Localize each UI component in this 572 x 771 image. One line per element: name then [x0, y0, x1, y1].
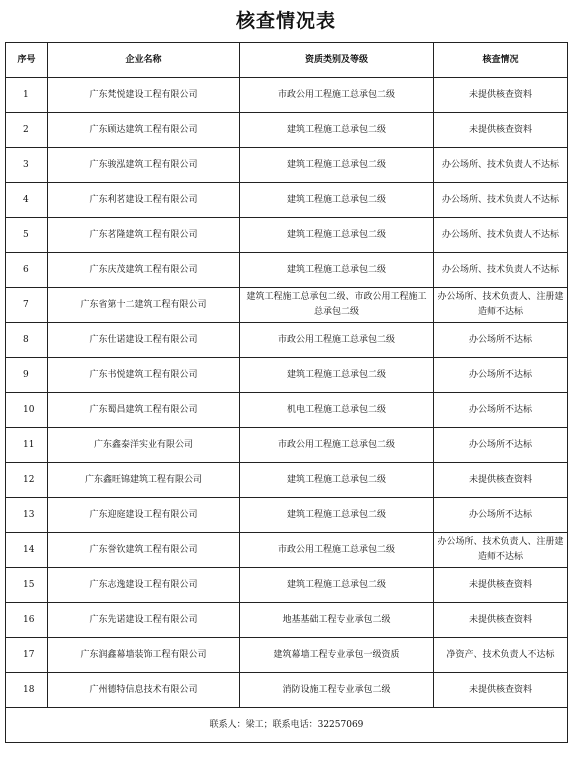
table-row: [6, 358, 568, 393]
page-title: 核查情况表: [235, 10, 336, 32]
table-row: [6, 78, 568, 113]
company-name: 广东骏泓建筑工程有限公司: [48, 148, 240, 183]
verification-result: 办公场所不达标: [434, 358, 568, 393]
qualification-level: 市政公用工程施工总承包二级: [240, 78, 434, 113]
verification-result: 未提供核查资料: [434, 568, 568, 603]
contact-info: 联系人：梁工；联系电话：32257069: [6, 708, 568, 743]
verification-result: 办公场所不达标: [434, 498, 568, 533]
verification-result: 办公场所、技术负责人不达标: [434, 253, 568, 288]
qualification-level: 建筑工程施工总承包二级: [240, 253, 434, 288]
qualification-level: 建筑工程施工总承包二级、市政公用工程施工总承包二级: [240, 288, 434, 323]
row-number: 4: [6, 183, 48, 218]
table-row: [6, 428, 568, 463]
company-name: 广东鑫旺锦建筑工程有限公司: [48, 463, 240, 498]
company-name: 广东仕诺建设工程有限公司: [48, 323, 240, 358]
qualification-level: 建筑工程施工总承包二级: [240, 498, 434, 533]
company-name: 广东蜀昌建筑工程有限公司: [48, 393, 240, 428]
qualification-level: 建筑工程施工总承包二级: [240, 183, 434, 218]
company-name: 广东利茗建设工程有限公司: [48, 183, 240, 218]
qualification-level: 市政公用工程施工总承包二级: [240, 533, 434, 568]
row-number: 3: [6, 148, 48, 183]
qualification-level: 建筑工程施工总承包二级: [240, 218, 434, 253]
company-name: 广东庆茂建筑工程有限公司: [48, 253, 240, 288]
table-row: [6, 463, 568, 498]
verification-result: 办公场所、技术负责人、注册建造师不达标: [434, 288, 568, 323]
footer-row: [6, 708, 568, 743]
table-row: [6, 183, 568, 218]
row-number: 15: [6, 568, 48, 603]
row-number: 16: [6, 603, 48, 638]
verification-result: 办公场所、技术负责人不达标: [434, 183, 568, 218]
verification-result: 未提供核查资料: [434, 463, 568, 498]
header-result: 核查情况: [434, 43, 568, 78]
row-number: 8: [6, 323, 48, 358]
header-company: 企业名称: [48, 43, 240, 78]
row-number: 6: [6, 253, 48, 288]
row-number: 9: [6, 358, 48, 393]
header-qualification: 资质类别及等级: [240, 43, 434, 78]
company-name: 广东迎庭建设工程有限公司: [48, 498, 240, 533]
verification-result: 办公场所不达标: [434, 393, 568, 428]
qualification-level: 市政公用工程施工总承包二级: [240, 428, 434, 463]
row-number: 1: [6, 78, 48, 113]
qualification-level: 建筑工程施工总承包二级: [240, 463, 434, 498]
qualification-level: 建筑工程施工总承包二级: [240, 113, 434, 148]
qualification-level: 市政公用工程施工总承包二级: [240, 323, 434, 358]
verification-result: 办公场所不达标: [434, 428, 568, 463]
verification-result: 未提供核查资料: [434, 603, 568, 638]
table-row: [6, 603, 568, 638]
company-name: 广东梵悦建设工程有限公司: [48, 78, 240, 113]
verification-result: 办公场所不达标: [434, 323, 568, 358]
qualification-level: 消防设施工程专业承包二级: [240, 673, 434, 708]
table-row: [6, 638, 568, 673]
verification-result: 办公场所、技术负责人不达标: [434, 218, 568, 253]
verification-result: 办公场所、技术负责人、注册建造师不达标: [434, 533, 568, 568]
row-number: 13: [6, 498, 48, 533]
company-name: 广东润鑫幕墙装饰工程有限公司: [48, 638, 240, 673]
verification-result: 未提供核查资料: [434, 673, 568, 708]
row-number: 14: [6, 533, 48, 568]
row-number: 2: [6, 113, 48, 148]
table-row: [6, 498, 568, 533]
row-number: 10: [6, 393, 48, 428]
qualification-level: 地基基础工程专业承包二级: [240, 603, 434, 638]
company-name: 广东书悦建筑工程有限公司: [48, 358, 240, 393]
company-name: 广东顾达建筑工程有限公司: [48, 113, 240, 148]
table-row: [6, 253, 568, 288]
qualification-level: 建筑工程施工总承包二级: [240, 568, 434, 603]
qualification-level: 建筑工程施工总承包二级: [240, 358, 434, 393]
table-row: [6, 288, 568, 323]
company-name: 广东志逸建设工程有限公司: [48, 568, 240, 603]
company-name: 广东茗隆建筑工程有限公司: [48, 218, 240, 253]
verification-result: 净资产、技术负责人不达标: [434, 638, 568, 673]
row-number: 11: [6, 428, 48, 463]
header-number: 序号: [6, 43, 48, 78]
table-row: [6, 533, 568, 568]
company-name: 广东誉钦建筑工程有限公司: [48, 533, 240, 568]
table-row: [6, 568, 568, 603]
verification-result: 未提供核查资料: [434, 78, 568, 113]
row-number: 12: [6, 463, 48, 498]
table-row: [6, 148, 568, 183]
table-row: [6, 113, 568, 148]
table-header-row: [6, 43, 568, 78]
company-name: 广东鑫泰洋实业有限公司: [48, 428, 240, 463]
table-row: [6, 218, 568, 253]
qualification-level: 机电工程施工总承包二级: [240, 393, 434, 428]
table-row: [6, 393, 568, 428]
company-name: 广州德特信息技术有限公司: [48, 673, 240, 708]
row-number: 5: [6, 218, 48, 253]
verification-result: 办公场所、技术负责人不达标: [434, 148, 568, 183]
verification-table: [5, 42, 568, 743]
qualification-level: 建筑工程施工总承包二级: [240, 148, 434, 183]
table-row: [6, 673, 568, 708]
verification-result: 未提供核查资料: [434, 113, 568, 148]
row-number: 18: [6, 673, 48, 708]
qualification-level: 建筑幕墙工程专业承包一级资质: [240, 638, 434, 673]
table-row: [6, 323, 568, 358]
row-number: 7: [6, 288, 48, 323]
company-name: 广东省第十二建筑工程有限公司: [48, 288, 240, 323]
company-name: 广东先诺建设工程有限公司: [48, 603, 240, 638]
row-number: 17: [6, 638, 48, 673]
